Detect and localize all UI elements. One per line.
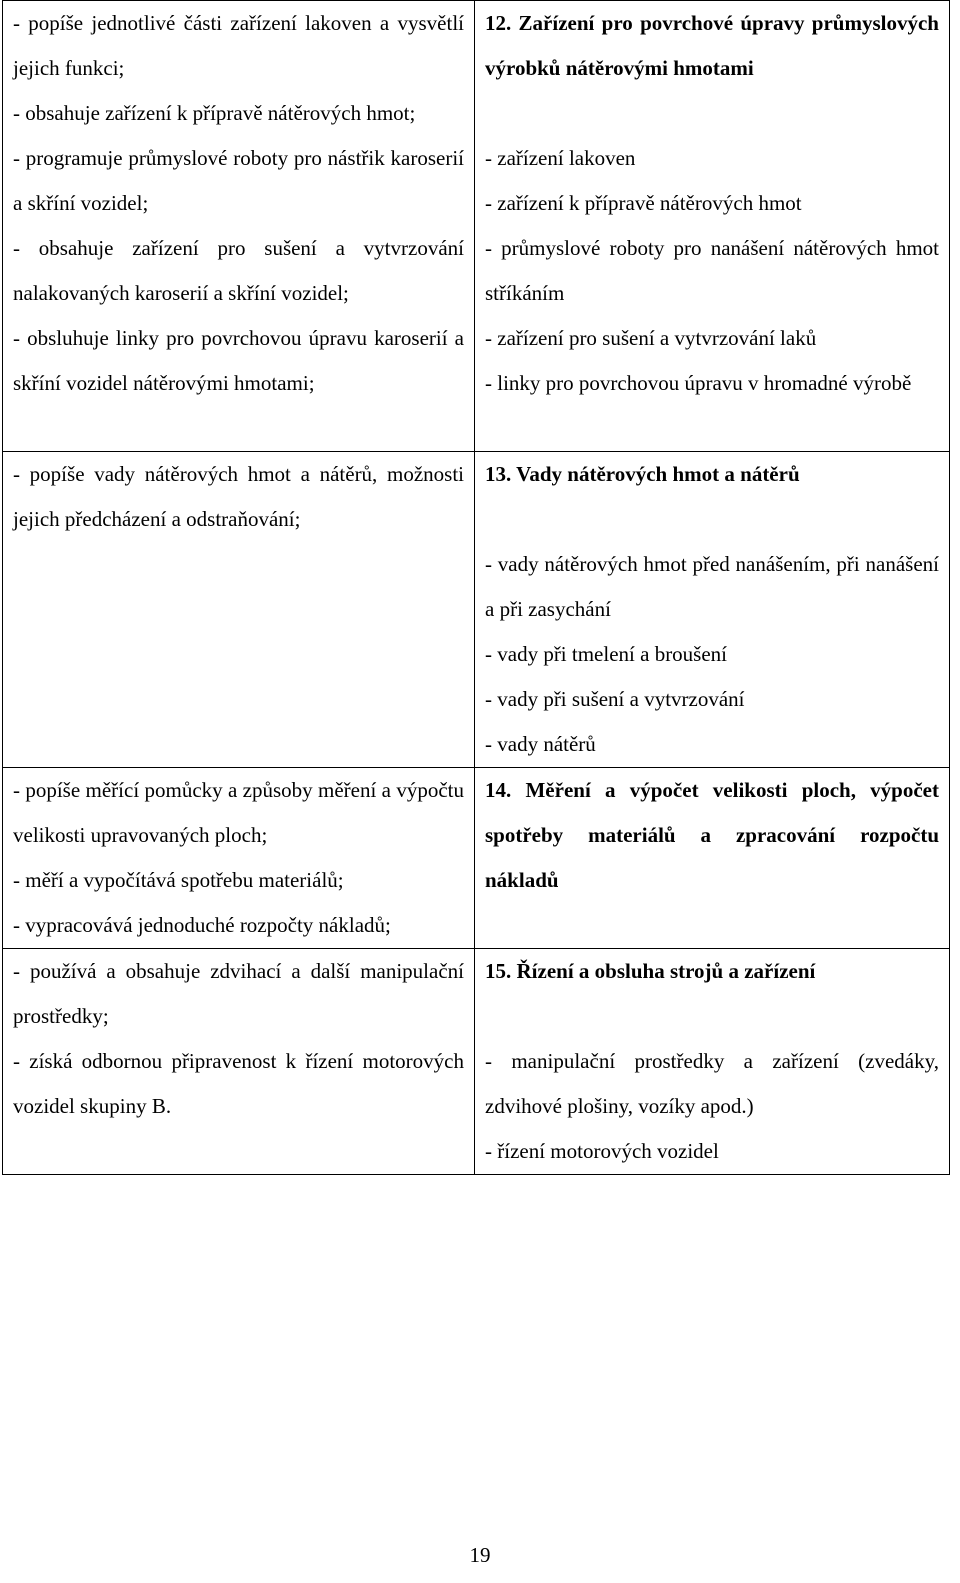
topic-item: - vady při sušení a vytvrzování	[485, 687, 745, 711]
topic-heading: 12. Zařízení pro povrchové úpravy průmyslových výrobků nátěrovými hmotami	[485, 11, 939, 80]
competency-item: - získá odbornou připravenost k řízení motorových vozidel skupiny B.	[13, 1049, 464, 1118]
competency-item: - popíše vady nátěrových hmot a nátěrů, možnosti jejich předcházení a odstraňování;	[13, 462, 464, 531]
competency-item: - obsluhuje linky pro povrchovou úpravu karoserií a skříní vozidel nátěrovými hmotami;	[13, 326, 464, 395]
topic-cell	[475, 452, 950, 768]
table-row	[3, 768, 950, 949]
competency-item: - vypracovává jednoduché rozpočty nákladů;	[13, 913, 391, 937]
page-number: 19	[469, 1543, 491, 1567]
topic-cell	[475, 768, 950, 949]
topic-heading: 13. Vady nátěrových hmot a nátěrů	[485, 462, 800, 486]
spacer	[485, 994, 939, 1039]
table-row	[3, 452, 950, 768]
competency-item: - obsahuje zařízení pro sušení a vytvrzování nalakovaných karoserií a skříní vozidel;	[13, 236, 464, 305]
competency-item: - měří a vypočítává spotřebu materiálů;	[13, 868, 344, 892]
topic-item: - vady nátěrových hmot před nanášením, při nanášení a při zasychání	[485, 552, 939, 621]
competencies-cell	[3, 1, 475, 452]
topic-item: - průmyslové roboty pro nanášení nátěrových hmot stříkáním	[485, 236, 939, 305]
topic-item: - zařízení k přípravě nátěrových hmot	[485, 191, 802, 215]
competency-item: - popíše jednotlivé části zařízení lakoven a vysvětlí jejich funkci;	[13, 11, 464, 80]
topic-heading: 14. Měření a výpočet velikosti ploch, výpočet spotřeby materiálů a zpracování rozpočtu nákladů	[485, 778, 939, 892]
competencies-cell	[3, 949, 475, 1175]
curriculum-table	[2, 0, 950, 1175]
topic-item: - zařízení lakoven	[485, 146, 636, 170]
table-row	[3, 949, 950, 1175]
spacer	[485, 497, 939, 542]
topic-heading: 15. Řízení a obsluha strojů a zařízení	[485, 959, 816, 983]
competency-item: - popíše měřící pomůcky a způsoby měření a výpočtu velikosti upravovaných ploch;	[13, 778, 464, 847]
competencies-cell	[3, 768, 475, 949]
table-row	[3, 1, 950, 452]
competency-item: - programuje průmyslové roboty pro nástřik karoserií a skříní vozidel;	[13, 146, 464, 215]
competency-item: - používá a obsahuje zdvihací a další manipulační prostředky;	[13, 959, 464, 1028]
topic-item: - řízení motorových vozidel	[485, 1139, 719, 1163]
topic-item: - zařízení pro sušení a vytvrzování laků	[485, 326, 817, 350]
spacer	[485, 91, 939, 136]
topic-cell	[475, 1, 950, 452]
competencies-cell	[3, 452, 475, 768]
topic-cell	[475, 949, 950, 1175]
topic-item: - vady nátěrů	[485, 732, 596, 756]
topic-item: - linky pro povrchovou úpravu v hromadné výrobě	[485, 371, 912, 395]
spacer	[485, 406, 939, 451]
topic-item: - vady při tmelení a broušení	[485, 642, 728, 666]
topic-item: - manipulační prostředky a zařízení (zvedáky, zdvihové plošiny, vozíky apod.)	[485, 1049, 939, 1118]
competency-item: - obsahuje zařízení k přípravě nátěrových hmot;	[13, 101, 416, 125]
